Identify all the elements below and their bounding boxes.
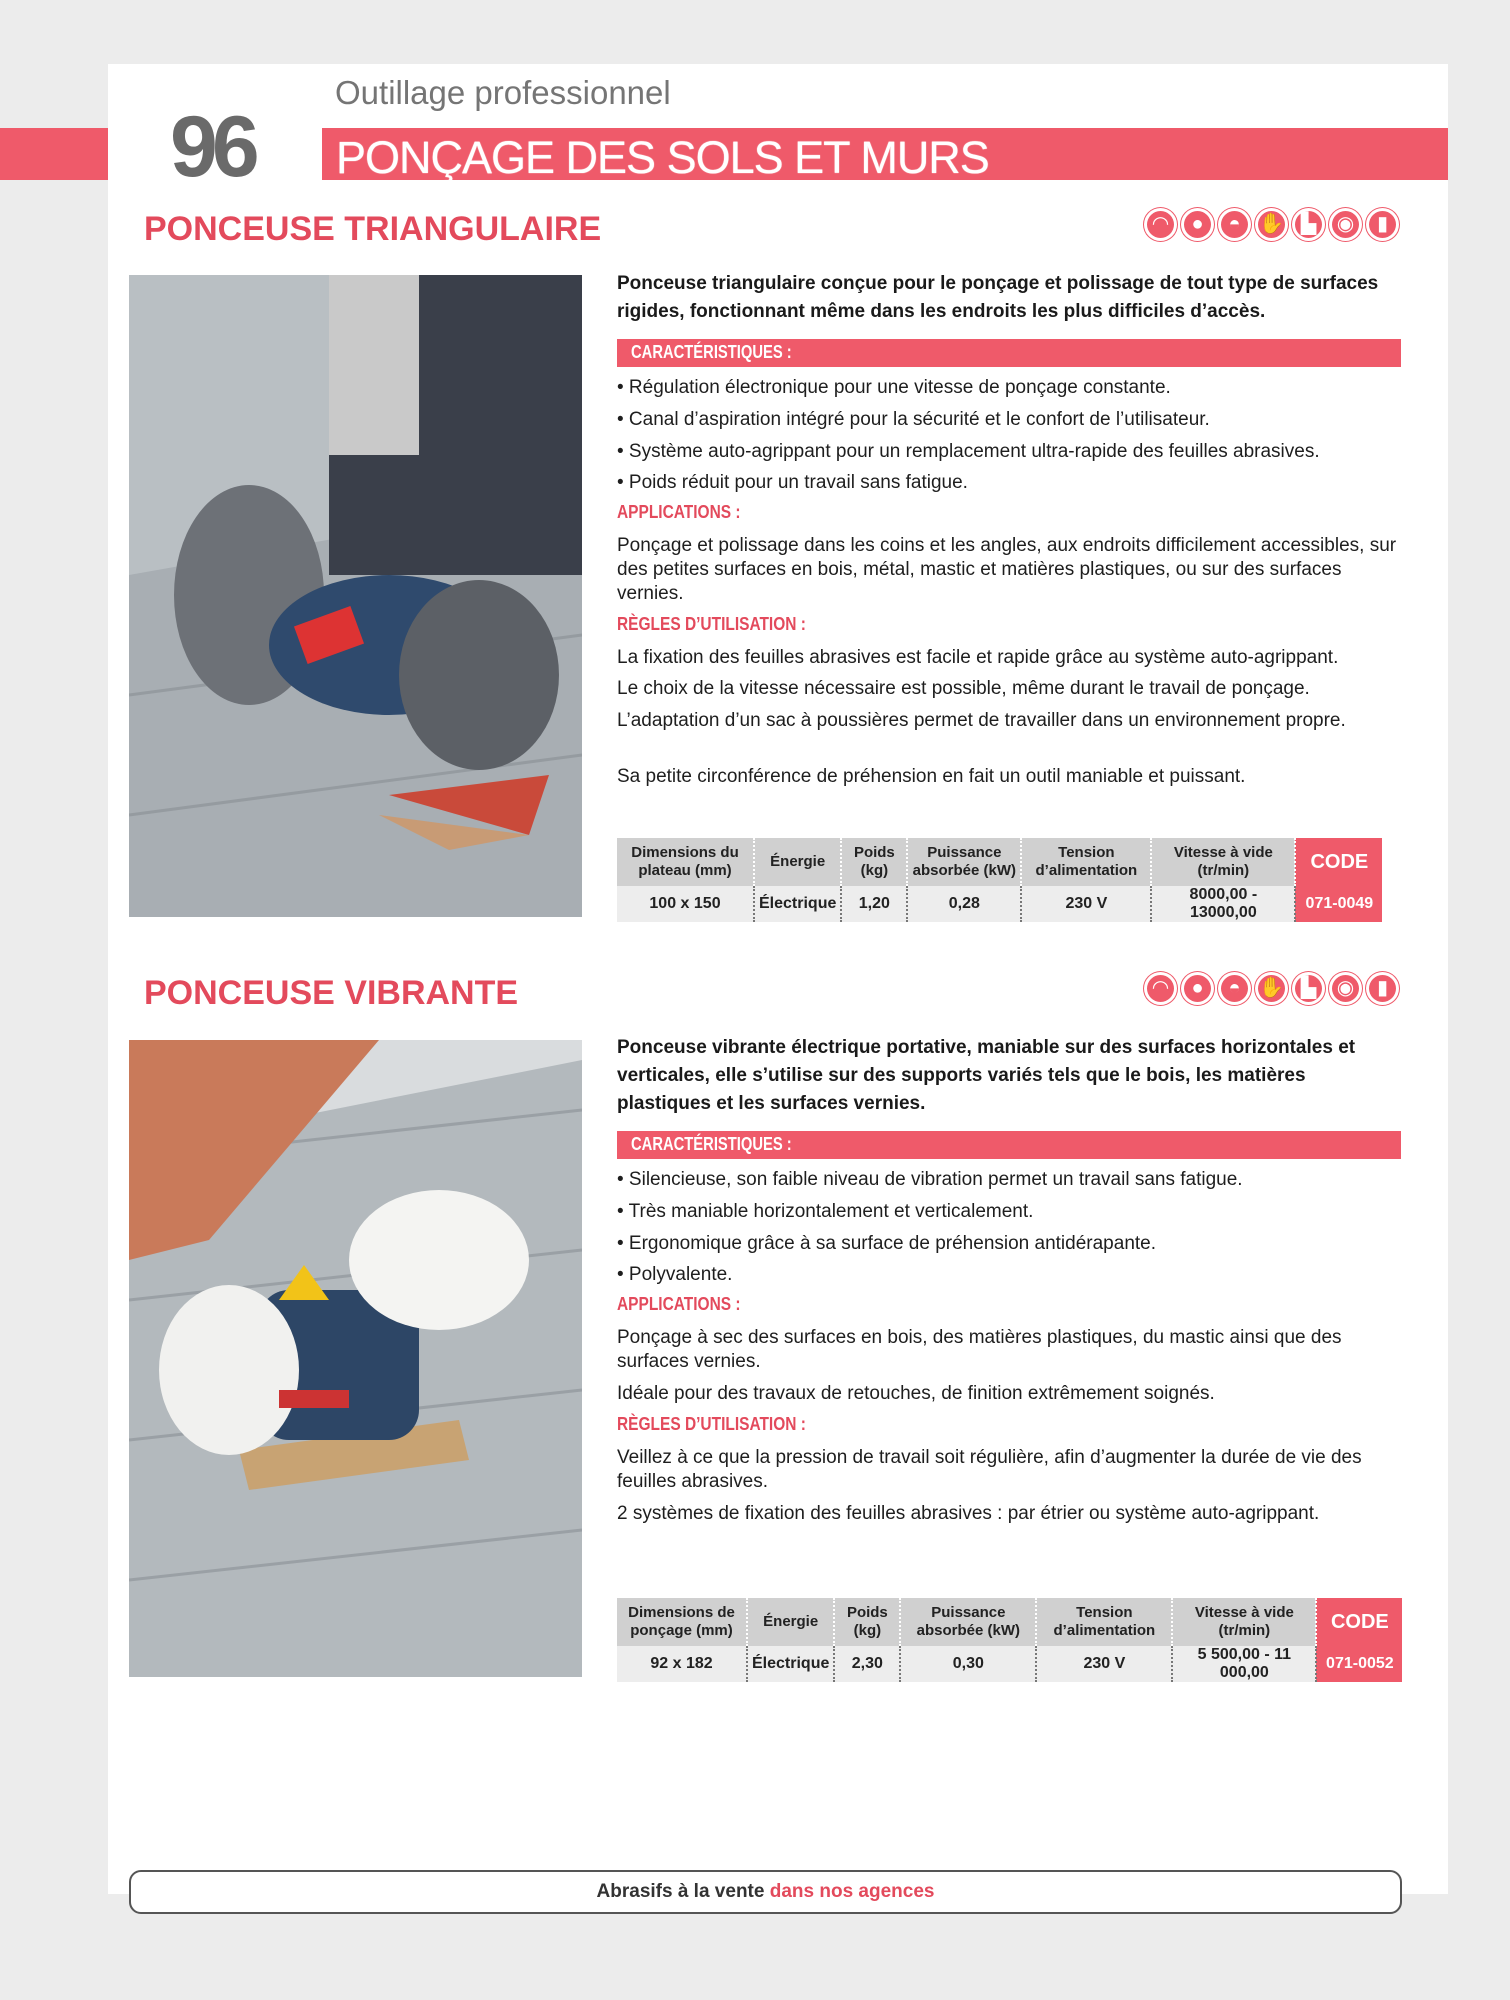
specs-header-cell: Puissance absorbée (kW): [907, 838, 1021, 886]
vest-icon: ▮: [1366, 208, 1399, 241]
specs-value-cell: Électrique: [747, 1646, 834, 1682]
rule-item: Veillez à ce que la pression de travail soit régulière, afin d’augmenter la durée de vie des feuilles abrasives.: [617, 1447, 1362, 1492]
features-label: CARACTÉRISTIQUES :: [631, 1134, 792, 1154]
specs-header-row: [617, 838, 1382, 886]
safety-icons: [1144, 208, 1399, 242]
product-photo-orbital-sander: [129, 1040, 582, 1677]
specs-header-cell: Tension d’alimentation: [1036, 1598, 1172, 1646]
footer-accent-text: dans nos agences: [769, 1881, 935, 1902]
specs-value-cell: 5 500,00 - 11 000,00: [1172, 1646, 1316, 1682]
rule-item: La fixation des feuilles abrasives est facile et rapide grâce au système auto-agrippant.: [617, 647, 1339, 668]
specs-value-cell: 230 V: [1036, 1646, 1172, 1682]
specs-header-code: CODE: [1316, 1598, 1402, 1646]
specs-header-cell: Vitesse à vide (tr/min): [1172, 1598, 1316, 1646]
specs-value-cell: 2,30: [834, 1646, 900, 1682]
specs-header-cell: Puissance absorbée (kW): [900, 1598, 1036, 1646]
mask-icon: ●: [1181, 972, 1214, 1005]
left-accent-band: [0, 128, 108, 180]
boots-icon: ▙: [1292, 972, 1325, 1005]
safety-icons: [1144, 972, 1399, 1006]
features-header: [617, 1131, 1401, 1159]
feature-item: • Système auto-agrippant pour un remplacement ultra-rapide des feuilles abrasives.: [617, 441, 1320, 462]
gloves-icon: ✋: [1255, 208, 1288, 241]
rule-item: Sa petite circonférence de préhension en fait un outil maniable et puissant.: [617, 766, 1246, 787]
feature-item: • Canal d’aspiration intégré pour la sécurité et le confort de l’utilisateur.: [617, 409, 1210, 430]
hearing-protection-icon: ◠: [1144, 208, 1177, 241]
feature-item: • Régulation électronique pour une vitesse de ponçage constante.: [617, 377, 1171, 398]
feature-item: • Polyvalente.: [617, 1264, 733, 1285]
specs-header-cell: Dimensions du plateau (mm): [617, 838, 754, 886]
helmet-icon: ◓: [1218, 972, 1251, 1005]
applications-text: Ponçage et polissage dans les coins et les angles, aux endroits difficilement accessibles, sur des petites surfaces en bois, métal, mastic et matières plastiques, ou sur des surfaces vernies.: [617, 535, 1397, 604]
section-title: PONÇAGE DES SOLS ET MURS: [336, 132, 989, 183]
specs-value-row: [617, 1646, 1402, 1682]
rule-item: Le choix de la vitesse nécessaire est possible, même durant le travail de ponçage.: [617, 678, 1310, 699]
applications-text: Ponçage à sec des surfaces en bois, des matières plastiques, du mastic ainsi que des surfaces vernies.: [617, 1327, 1342, 1372]
applications-text: Idéale pour des travaux de retouches, de finition extrêmement soignés.: [617, 1383, 1215, 1404]
product-description: Ponceuse vibrante électrique portative, maniable sur des surfaces horizontales et verticales, elle s’utilise sur des supports variés tels que le bois, les matières plastiques et les surfaces vernies.: [617, 1037, 1356, 1114]
applications-label: APPLICATIONS :: [617, 502, 741, 522]
specs-header-cell: Vitesse à vide (tr/min): [1151, 838, 1295, 886]
specs-table: [617, 838, 1382, 922]
specs-header-code: CODE: [1295, 838, 1382, 886]
hearing-protection-icon: ◠: [1144, 972, 1177, 1005]
boots-icon: ▙: [1292, 208, 1325, 241]
specs-value-cell: 230 V: [1021, 886, 1151, 922]
rules-label: RÈGLES D’UTILISATION :: [617, 614, 806, 634]
gloves-icon: ✋: [1255, 972, 1288, 1005]
specs-value-row: [617, 886, 1382, 922]
product-description: Ponceuse triangulaire conçue pour le ponçage et polissage de tout type de surfaces rigides, fonctionnant même dans les endroits les plus difficiles d’accès.: [617, 273, 1379, 322]
specs-value-cell: 100 x 150: [617, 886, 754, 922]
specs-value-cell: 1,20: [841, 886, 907, 922]
rules-label: RÈGLES D’UTILISATION :: [617, 1414, 806, 1434]
specs-header-cell: Énergie: [747, 1598, 834, 1646]
footer-text: Abrasifs à la vente: [596, 1881, 765, 1902]
specs-value-cell: 0,28: [907, 886, 1021, 922]
feature-item: • Silencieuse, son faible niveau de vibration permet un travail sans fatigue.: [617, 1169, 1243, 1190]
vest-icon: ▮: [1366, 972, 1399, 1005]
product-title: PONCEUSE VIBRANTE: [144, 974, 519, 1012]
feature-item: • Ergonomique grâce à sa surface de préhension antidérapante.: [617, 1233, 1157, 1254]
specs-header-cell: Poids (kg): [841, 838, 907, 886]
features-header: [617, 339, 1401, 367]
specs-value-code: 071-0052: [1316, 1646, 1402, 1682]
mask-icon: ●: [1181, 208, 1214, 241]
category-label: Outillage professionnel: [335, 74, 671, 111]
feature-item: • Très maniable horizontalement et verticalement.: [617, 1201, 1034, 1222]
feature-item: • Poids réduit pour un travail sans fatigue.: [617, 472, 968, 493]
specs-value-cell: 0,30: [900, 1646, 1036, 1682]
product-photo-triangular-sander: [129, 275, 582, 917]
goggles-icon: ◉: [1329, 972, 1362, 1005]
specs-value-cell: 92 x 182: [617, 1646, 747, 1682]
specs-value-code: 071-0049: [1295, 886, 1382, 922]
specs-value-cell: 8000,00 - 13000,00: [1151, 886, 1295, 922]
specs-table: [617, 1598, 1402, 1682]
specs-header-cell: Énergie: [754, 838, 841, 886]
section-title-bar: [322, 128, 1448, 183]
specs-header-row: [617, 1598, 1402, 1646]
goggles-icon: ◉: [1329, 208, 1362, 241]
product-title: PONCEUSE TRIANGULAIRE: [144, 210, 602, 248]
features-label: CARACTÉRISTIQUES :: [631, 342, 792, 362]
page-number: 96: [170, 99, 254, 195]
rule-item: L’adaptation d’un sac à poussières permet de travailler dans un environnement propre.: [617, 710, 1346, 731]
specs-header-cell: Poids (kg): [834, 1598, 900, 1646]
helmet-icon: ◓: [1218, 208, 1251, 241]
rule-item: 2 systèmes de fixation des feuilles abrasives : par étrier ou système auto-agrippant.: [617, 1503, 1320, 1524]
applications-label: APPLICATIONS :: [617, 1294, 741, 1314]
specs-header-cell: Dimensions de ponçage (mm): [617, 1598, 747, 1646]
footer-banner: [129, 1870, 1402, 1914]
specs-header-cell: Tension d’alimentation: [1021, 838, 1151, 886]
specs-value-cell: Électrique: [754, 886, 841, 922]
